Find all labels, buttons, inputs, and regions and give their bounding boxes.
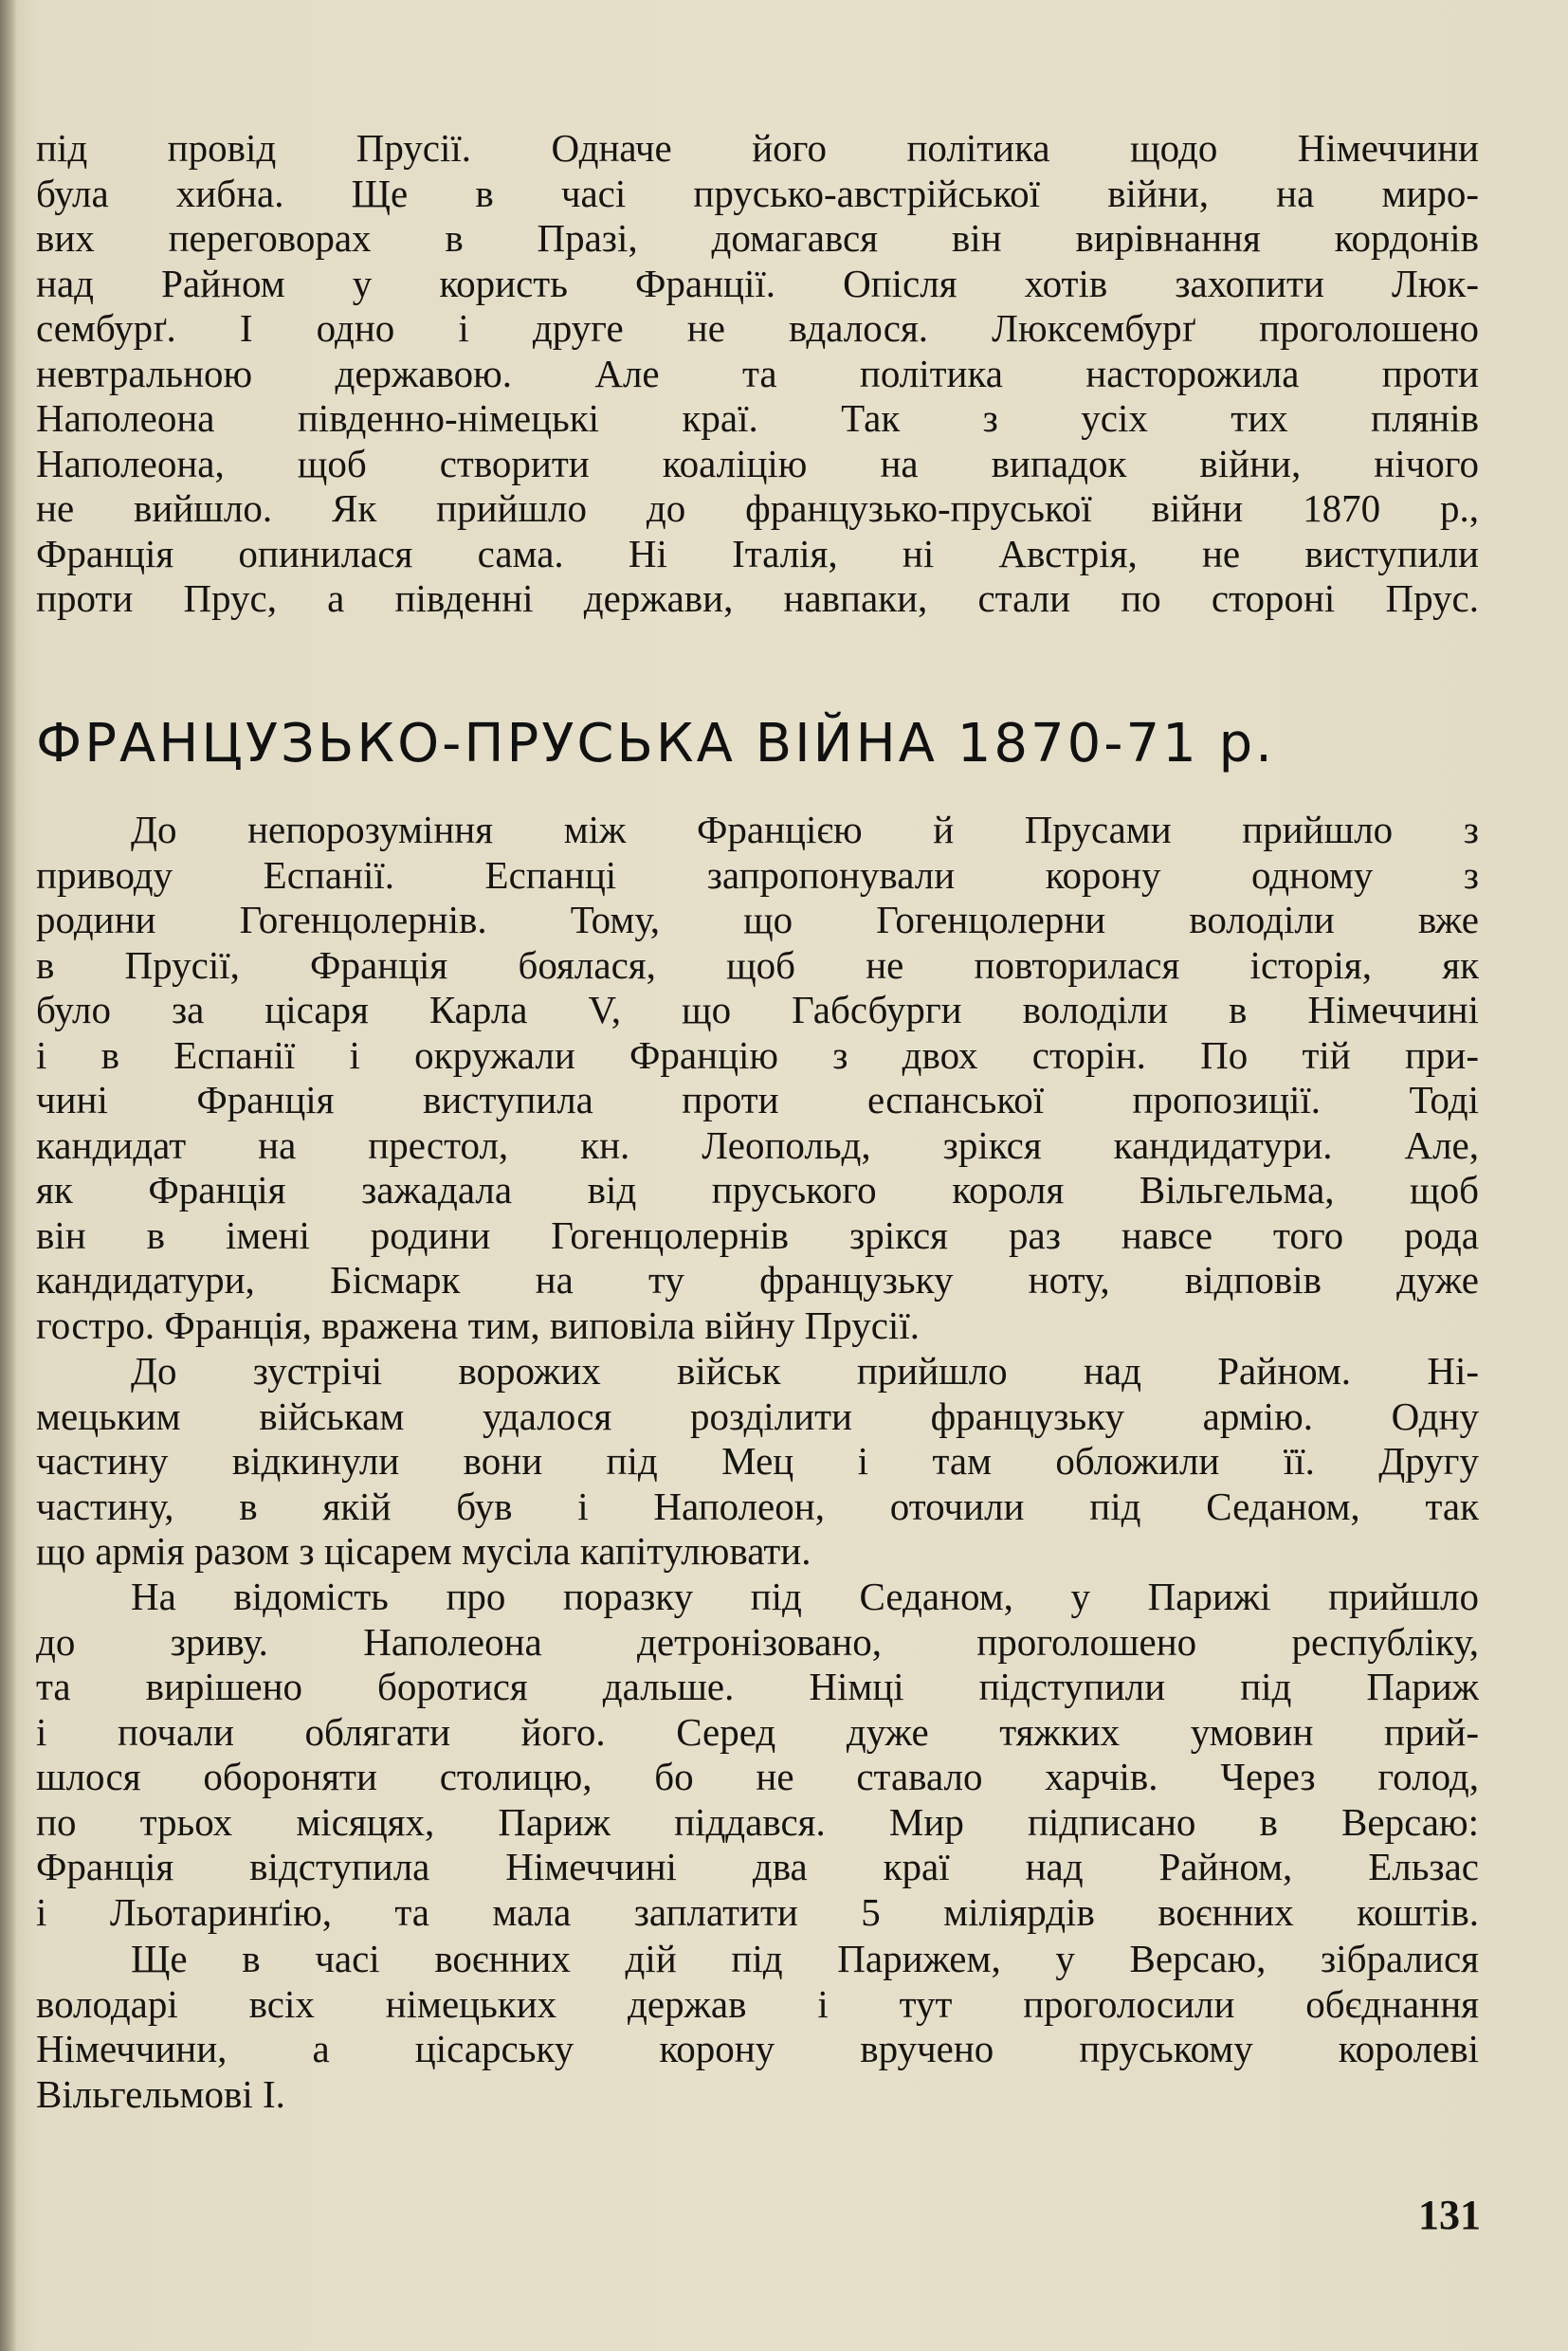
text-line: На відомість про поразку під Седаном, у Парижі прийшло [131,1575,1479,1618]
section-heading: ФРАНЦУЗЬКО-ПРУСЬКА ВІЙНА 1870-71 р. [36,713,1275,775]
text-line: кандидатури, Бісмарк на ту французьку ноту, відповів дуже [36,1258,1479,1302]
text-line: Франція відступила Німеччині два краї над Райном, Ельзас [36,1845,1479,1888]
text-line: вих переговорах в Празі, домагався він вирівнання кордонів [36,216,1479,260]
text-line: Наполеона південно-німецькі краї. Так з усіх тих плянів [36,396,1479,440]
paragraph-paris [36,1575,1479,1935]
text-line: до зриву. Наполеона детронізовано, проголошено республіку, [36,1619,1479,1664]
text-line: була хибна. Ще в часі прусько-австрійської війни, на миро- [36,171,1479,215]
text-line: До непорозуміння між Францією й Прусами прийшло з [131,808,1479,851]
text-line: володарі всіх німецьких держав і тут проголосили обєднання [36,1981,1479,2026]
text-line: над Райном у користь Франції. Опісля хотів захопити Люк- [36,261,1479,305]
text-line: Вільгельмові І. [36,2071,285,2116]
text-line: Ще в часі воєнних дій під Парижем, у Версаю, зібралися [131,1937,1479,1980]
text-line: чині Франція виступила проти еспанської пропозиції. Тоді [36,1078,1479,1121]
text-line: родини Гогенцолернів. Тому, що Гогенцолерни володіли вже [36,898,1479,941]
text-line: частину відкинули вони під Мец і там обложили її. Другу [36,1439,1479,1483]
paragraph-cause [36,808,1479,1348]
text-line: сембурґ. І одно і друге не вдалося. Люксембурґ проголошено [36,306,1479,350]
text-line: Наполеона, щоб створити коаліцію на випадок війни, нічого [36,441,1479,485]
text-line: і Льотаринґію, та мала заплатити 5 міліярдів воєнних коштів. [36,1889,1479,1934]
paragraph-sedan [36,1349,1479,1575]
text-line: шлося обороняти столицю, бо не ставало харчів. Через голод, [36,1755,1479,1798]
text-line: не вийшло. Як прийшло до французько-пруської війни 1870 р., [36,486,1479,530]
text-line: проти Прус, а південні держави, навпаки, стали по стороні Прус. [36,576,1479,620]
text-line: та вирішено боротися дальше. Німці підступили під Париж [36,1665,1479,1708]
text-line: приводу Еспанії. Еспанці запропонували корону одному з [36,852,1479,897]
text-line: і в Еспанії і окружали Францію з двох сторін. По тій при- [36,1032,1479,1077]
text-line: Німеччини, а цісарську корону вручено пруському королеві [36,2027,1479,2070]
text-line: по трьох місяцях, Париж піддався. Мир підписано в Версаю: [36,1799,1479,1844]
text-line: під провід Прусії. Одначе його політика щодо Німеччини [36,126,1479,170]
text-line: гостро. Франція, вражена тим, виповіла війну Прусії. [36,1303,920,1347]
text-line: як Франція зажадала від пруського короля Вільгельма, щоб [36,1168,1479,1212]
text-line: До зустрічі ворожих військ прийшло над Райном. Ні- [131,1349,1479,1393]
paragraph-intro [36,126,1479,622]
text-line: невтральною державою. Але та політика насторожила проти [36,351,1479,395]
paragraph-versailles [36,1937,1479,2117]
page-number: 131 [1418,2192,1481,2238]
text-line: і почали облягати його. Серед дуже тяжких умовин прий- [36,1709,1479,1754]
text-line: що армія разом з цісарем мусіла капітулювати. [36,1529,811,1573]
book-spine-shadow [0,0,17,2351]
text-line: було за цісаря Карла V, що Габсбурги володіли в Німеччині [36,988,1479,1031]
text-line: Франція опинилася сама. Ні Італія, ні Австрія, не виступили [36,531,1479,575]
text-line: кандидат на престол, кн. Леопольд, зрікся кандидатури. Але, [36,1122,1479,1167]
text-line: він в імені родини Гогенцолернів зрікся раз навсе того рода [36,1212,1479,1257]
text-line: мецьким військам удалося розділити французьку армію. Одну [36,1394,1479,1438]
text-line: в Прусії, Франція боялася, щоб не повторилася історія, як [36,942,1479,987]
text-line: частину, в якій був і Наполеон, оточили під Седаном, так [36,1484,1479,1528]
